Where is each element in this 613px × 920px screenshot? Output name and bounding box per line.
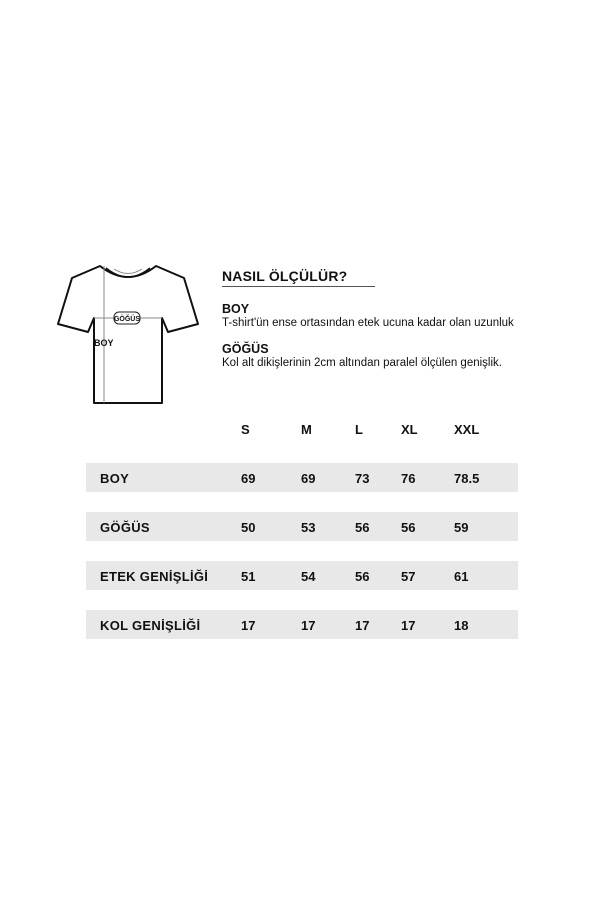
- gogus-term: GÖĞÜS: [222, 342, 269, 356]
- table-cell: 56: [355, 520, 370, 535]
- chest-label: GÖĞÜS: [113, 316, 141, 323]
- table-cell: 53: [301, 520, 316, 535]
- size-header-m: M: [301, 422, 312, 437]
- boy-term: BOY: [222, 302, 250, 316]
- row-label: GÖĞÜS: [100, 520, 150, 535]
- table-cell: 78.5: [454, 471, 480, 486]
- size-header-xxl: XXL: [454, 422, 480, 437]
- size-header-l: L: [355, 422, 363, 437]
- table-cell: 69: [241, 471, 256, 486]
- size-header-s: S: [241, 422, 250, 437]
- row-label: KOL GENİŞLİĞİ: [100, 618, 201, 633]
- table-cell: 73: [355, 471, 370, 486]
- row-label: BOY: [100, 471, 130, 486]
- table-cell: 56: [401, 520, 416, 535]
- title-underline: [222, 286, 375, 287]
- boy-description: T-shirt'ün ense ortasından etek ucuna kadar olan uzunluk: [222, 317, 514, 329]
- gogus-description: Kol alt dikişlerinin 2cm altından paralel ölçülen genişlik.: [222, 357, 502, 369]
- table-row: [86, 512, 518, 541]
- table-cell: 57: [401, 569, 416, 584]
- table-row: [86, 463, 518, 492]
- table-cell: 54: [301, 569, 316, 584]
- table-cell: 50: [241, 520, 256, 535]
- length-label: BOY: [94, 338, 114, 348]
- table-cell: 17: [401, 618, 416, 633]
- table-cell: 18: [454, 618, 469, 633]
- table-row: [86, 561, 518, 590]
- table-cell: 17: [301, 618, 316, 633]
- table-cell: 56: [355, 569, 370, 584]
- table-cell: 61: [454, 569, 469, 584]
- table-row: [86, 610, 518, 639]
- size-header-xl: XL: [401, 422, 418, 437]
- table-cell: 59: [454, 520, 469, 535]
- table-cell: 76: [401, 471, 416, 486]
- table-cell: 17: [355, 618, 370, 633]
- how-to-measure-title: NASIL ÖLÇÜLÜR?: [222, 268, 348, 284]
- chest-measure-marker: [114, 312, 140, 324]
- table-cell: 17: [241, 618, 256, 633]
- table-cell: 69: [301, 471, 316, 486]
- tshirt-measurement-illustration: [56, 256, 200, 424]
- row-label: ETEK GENİŞLİĞİ: [100, 569, 209, 584]
- table-cell: 51: [241, 569, 256, 584]
